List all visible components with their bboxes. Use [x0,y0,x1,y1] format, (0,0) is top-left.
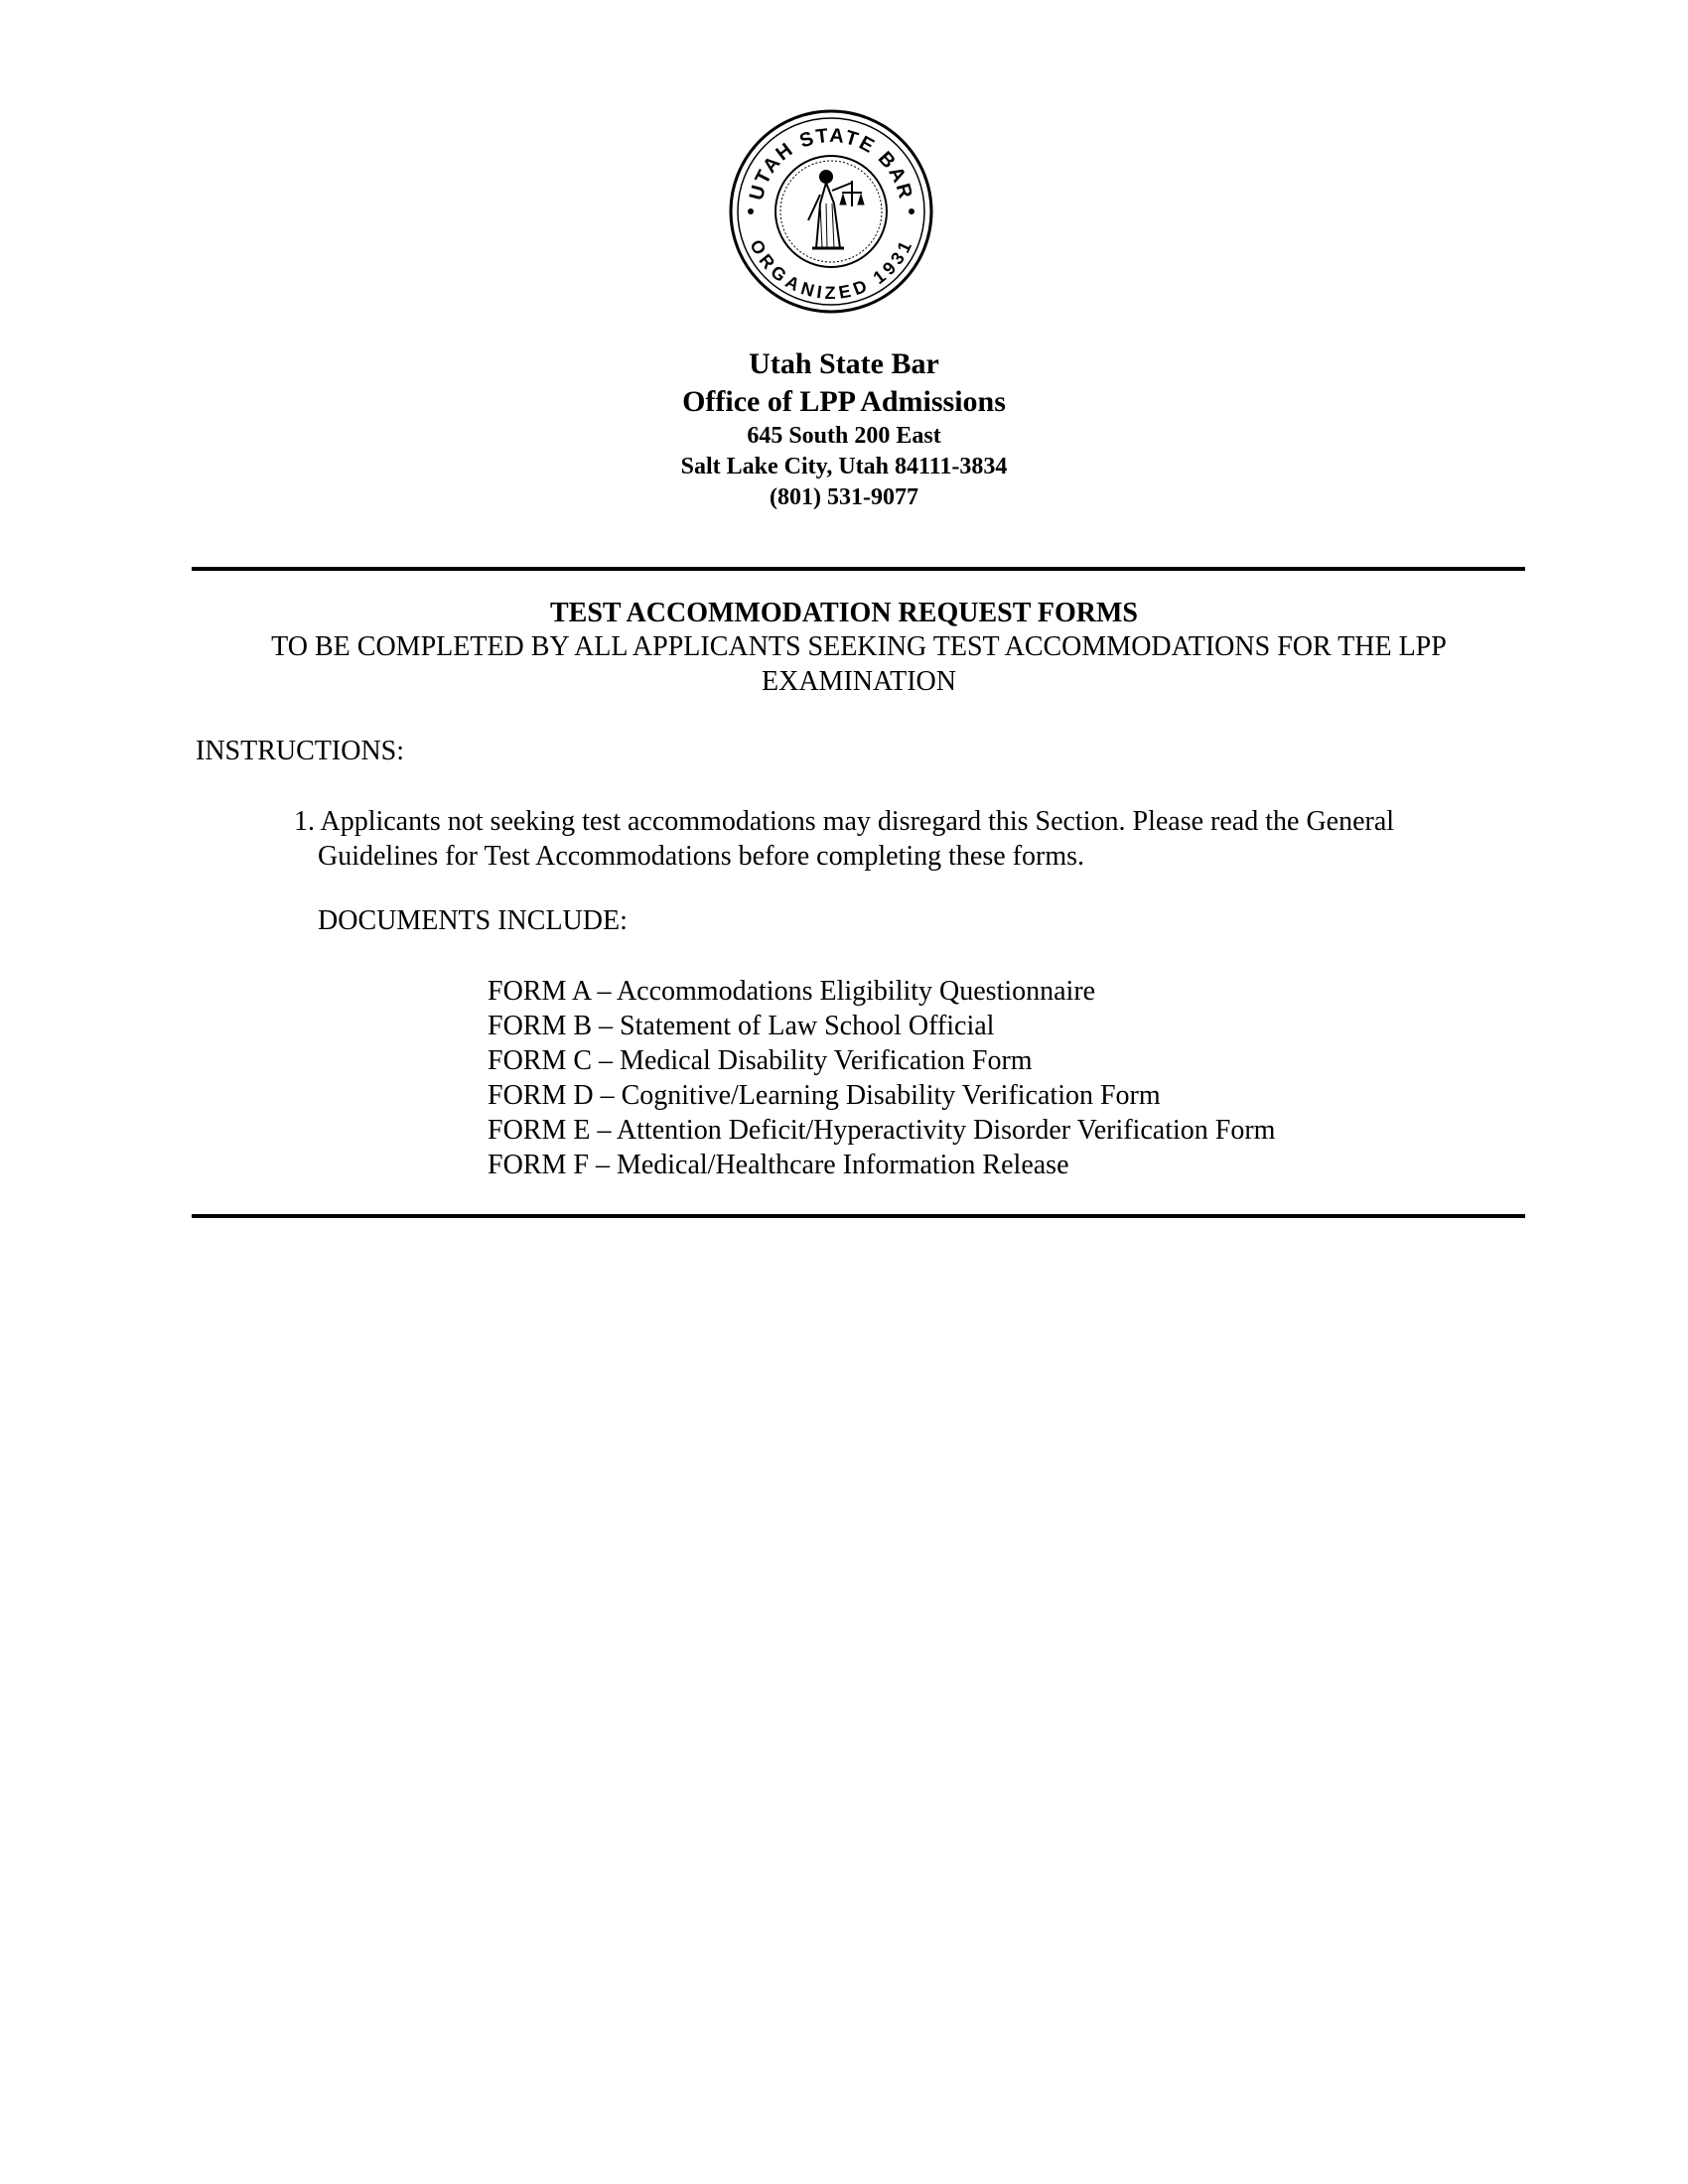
instruction-text-line1: Applicants not seeking test accommodations may disregard this Section. Please read the General [320,806,1395,837]
utah-state-bar-seal [729,109,933,314]
lady-justice-icon [808,171,864,248]
seal-bottom-text: ORGANIZED 1931 [746,236,916,303]
top-divider [192,567,1525,571]
address-line-1: 645 South 200 East [747,423,941,449]
forms-list [488,974,1275,1182]
address-line-2: Salt Lake City, Utah 84111-3834 [680,454,1008,479]
form-list-item: FORM F – Medical/Healthcare Information Release [488,1150,1069,1180]
svg-text:UTAH STATE BAR [746,125,916,203]
form-list-item: FORM E – Attention Deficit/Hyperactivity Disorder Verification Form [488,1115,1276,1146]
form-list-item: FORM C – Medical Disability Verification Form [488,1045,1033,1076]
instruction-text-line2: Guidelines for Test Accommodations before completing these forms. [318,841,1085,872]
form-list-item: FORM B – Statement of Law School Official [488,1011,995,1041]
bottom-divider [192,1214,1525,1218]
instruction-item [294,804,1485,874]
instruction-number: 1. [294,806,315,837]
seal-top-text: UTAH STATE BAR [745,124,917,204]
documents-label: DOCUMENTS INCLUDE: [318,905,628,936]
instructions-label: INSTRUCTIONS: [196,736,405,766]
organization-name: Utah State Bar [749,347,939,380]
form-list-item: FORM A – Accommodations Eligibility Questionnaire [488,976,1096,1007]
office-name: Office of LPP Admissions [682,385,1006,418]
page-subtitle: TO BE COMPLETED BY ALL APPLICANTS SEEKING TEST ACCOMMODATIONS FOR THE LPP EXAMINATION [271,631,1447,697]
page-title: TEST ACCOMMODATION REQUEST FORMS [550,598,1138,628]
form-list-item: FORM D – Cognitive/Learning Disability Verification Form [488,1080,1161,1111]
phone-number: (801) 531-9077 [770,484,918,510]
